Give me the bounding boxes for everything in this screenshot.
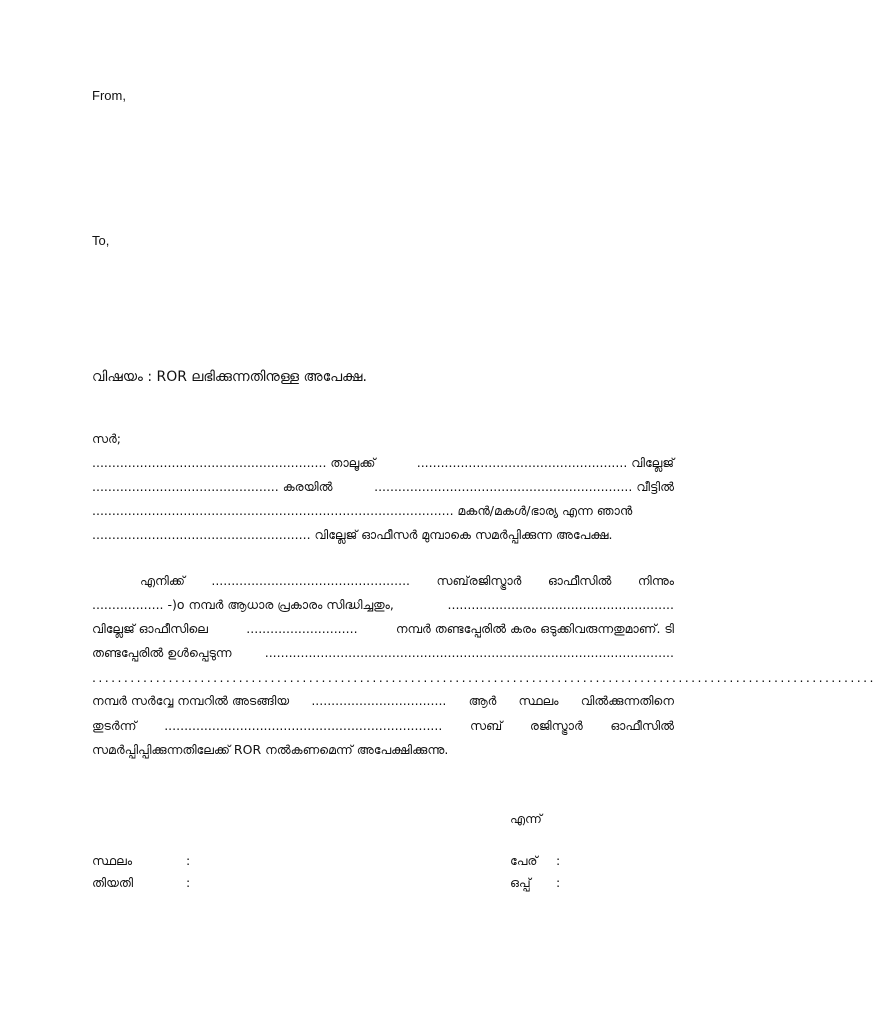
body-word: നമ്പർ സർവ്വേ നമ്പറിൽ അടങ്ങിയ [92, 693, 290, 708]
body-word: തുടർന്ന് [92, 718, 137, 733]
body-word: വില്ലേജ് ഓഫീസിലെ [92, 621, 208, 636]
body-blank: ....................................................................................................... [264, 645, 674, 660]
intro-kara: ............................................... കരയിൽ [92, 479, 333, 494]
body-line-5: ........................................................................................................................... [92, 670, 876, 685]
body-word: രജിസ്ട്രാർ [529, 718, 583, 733]
closing: എന്ന് [510, 811, 542, 826]
body-line-2 [92, 597, 674, 613]
body-word: എനിക്ക് [140, 573, 185, 588]
body-word: .................. -)o നമ്പർ ആധാര പ്രകാരം സിദ്ധിച്ചതും, [92, 597, 394, 612]
place-label: സ്ഥലം [92, 853, 133, 868]
intro-taluk: ........................................................... താലൂക്ക് [92, 455, 376, 470]
body-line-8: സമർപ്പിപ്പിക്കുന്നതിലേക്ക് ROR നൽകണമെന്ന് അപേക്ഷിക്കുന്നു. [92, 742, 449, 757]
intro-line-2 [92, 479, 674, 495]
body-word: വിൽക്കുന്നതിനെ [580, 693, 674, 708]
body-word: ഓഫീസിൽ [547, 573, 612, 588]
signature-label: ഒപ്പ് [510, 875, 531, 890]
date-colon: : [186, 875, 191, 890]
intro-line-4: ....................................................... വില്ലേജ് ഓഫീസർ മുമ്പാകെ സമർപ്പിക്കുന്ന അപേക്ഷ. [92, 527, 613, 542]
from-label: From, [92, 88, 126, 103]
intro-house: ................................................................. വീട്ടിൽ [374, 479, 674, 494]
body-word: ആർ [468, 693, 497, 708]
body-word: തണ്ടപ്പേരിൽ ഉൾപ്പെടുന്ന [92, 645, 232, 660]
intro-line-3: ........................................................................................... മകൻ/മകൾ/ഭാര്യ എന്ന ഞാൻ [92, 503, 633, 518]
intro-line-1 [92, 455, 674, 471]
body-blank: ............................ [246, 621, 358, 636]
signature-colon: : [556, 875, 561, 890]
body-blank: .................................................. [211, 573, 411, 588]
body-blank: ...................................................................... [164, 718, 443, 733]
to-label: To, [92, 233, 110, 248]
body-word: സബ്‌രജിസ്ട്രാർ [436, 573, 522, 588]
intro-village: ..................................................... വില്ലേജ് [416, 455, 674, 470]
place-colon: : [186, 853, 191, 868]
body-word: നമ്പർ തണ്ടപ്പേരിൽ കരം ഒടുക്കിവരുന്നതുമാണ്. ടി [395, 621, 674, 636]
body-line-6 [92, 693, 674, 709]
body-line-1 [140, 573, 674, 589]
body-line-4 [92, 645, 674, 661]
body-word: സബ് [470, 718, 503, 733]
date-label: തിയതി [92, 875, 134, 890]
body-line-7 [92, 718, 674, 734]
name-colon: : [556, 853, 561, 868]
salutation: സർ; [92, 431, 121, 446]
name-label: പേര് [510, 853, 538, 868]
body-word: ഓഫീസിൽ [610, 718, 674, 733]
body-blank: ......................................................... [447, 597, 674, 612]
body-word: സ്ഥലം [518, 693, 559, 708]
body-word: നിന്നും [637, 573, 674, 588]
body-blank: .................................. [311, 693, 447, 708]
body-line-3 [92, 621, 674, 637]
subject-line: വിഷയം : ROR ലഭിക്കുന്നതിനുള്ള അപേക്ഷ. [92, 369, 367, 385]
